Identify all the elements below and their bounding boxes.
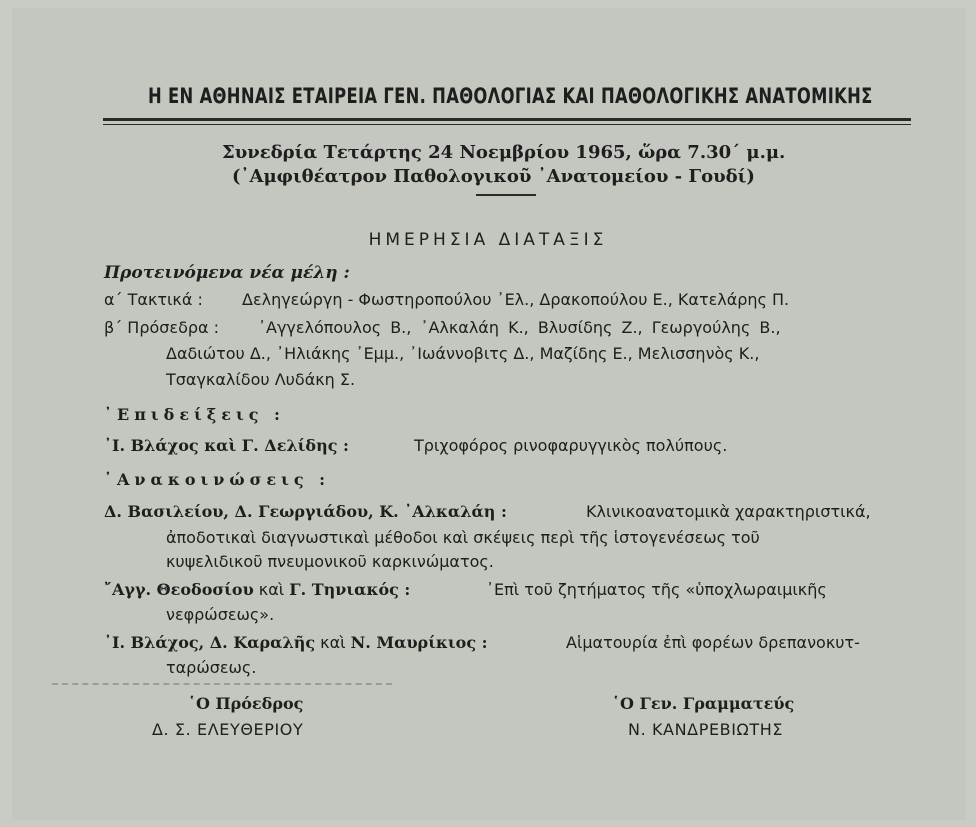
announcement-1-title-1: Κλινικοανατομικὰ χαρακτηριστικά, <box>586 502 871 521</box>
announcement-3-author-2: Ν. Μαυρίκιος : <box>350 633 488 652</box>
demonstration-authors: ᾿Ι. Βλάχος καὶ Γ. Δελίδης : <box>104 436 349 455</box>
announcement-2-title-1: ᾿Επὶ τοῦ ζητήματος τῆς «ὑποχλωραιμικῆς <box>486 580 827 599</box>
regular-names: Δεληγεώργη - Φωστηροπούλου ᾿Ελ., Δρακοπούλου Ε., Κατελάρης Π. <box>242 290 790 309</box>
associate-names-1: ᾿Αγγελόπουλος Β., ᾿Αλκαλάη Κ., Βλυσίδης Ζ., Γεωργούλης Β., <box>258 318 781 337</box>
announcement-3-and: καὶ <box>320 633 346 652</box>
announcement-1-title-3: κυψελιδικοῦ πνευμονικοῦ καρκινώματος. <box>166 552 494 571</box>
announcement-2-and: καὶ <box>258 580 285 599</box>
president-name: Δ. Σ. ΕΛΕΥΘΕΡΙΟΥ <box>152 720 304 739</box>
venue-underline <box>476 194 536 196</box>
announcement-3-title-2: ταρώσεως. <box>166 658 257 677</box>
associate-names-2: Δαδιώτου Δ., ᾿Ηλιάκης ᾿Εμμ., ᾿Ιωάννοβιτς Δ., Μαζίδης Ε., Μελισσηνὸς Κ., <box>166 344 760 363</box>
secretary-name: Ν. ΚΑΝΔΡΕΒΙΩΤΗΣ <box>628 720 784 739</box>
associate-label: β΄ Πρόσεδρα : <box>104 318 220 337</box>
announcement-2-title-2: νεφρώσεως». <box>166 605 275 624</box>
president-title: ῾Ο Πρόεδρος <box>188 694 304 713</box>
announcements-heading: ᾿Ανακοινώσεις : <box>104 470 331 489</box>
session-date: Συνεδρία Τετάρτης 24 Νοεμβρίου 1965, ὥρα 7.30΄ μ.μ. <box>222 142 786 163</box>
announcement-2-authors <box>104 580 410 599</box>
agenda-title: ΗΜΕΡΗΣΙΑ ΔΙΑΤΑΞΙΣ <box>368 230 608 250</box>
announcement-3-author-1: ᾿Ι. Βλάχος, Δ. Καραλῆς <box>104 633 316 652</box>
announcement-2-author-1: ῎Αγγ. Θεοδοσίου <box>104 580 254 599</box>
secretary-title: ῾Ο Γεν. Γραμματεύς <box>612 694 795 713</box>
associate-names-3: Τσαγκαλίδου Λυδάκη Σ. <box>166 370 356 389</box>
announcement-1-title-2: ἀποδοτικαὶ διαγνωστικαὶ μέθοδοι καὶ σκέψεις περὶ τῆς ἱστογενέσεως τοῦ <box>166 528 760 547</box>
demonstration-title: Τριχοφόρος ρινοφαρυγγικὸς πολύπους. <box>414 436 728 455</box>
announcement-1-authors: Δ. Βασιλείου, Δ. Γεωργιάδου, Κ. ᾿Αλκαλάη : <box>104 502 507 521</box>
announcement-3-authors <box>104 633 488 652</box>
announcement-2-author-2: Γ. Τηνιακός : <box>289 580 411 599</box>
dashed-divider <box>52 683 392 685</box>
header-rule-thick <box>103 118 911 121</box>
session-venue: (᾿Αμφιθέατρον Παθολογικοῦ ᾿Ανατομείου - Γουδί) <box>232 166 755 187</box>
regular-label: α΄ Τακτικά : <box>104 290 203 309</box>
header-rule-thin <box>103 124 911 125</box>
members-heading: Προτεινόμενα νέα μέλη : <box>104 263 350 283</box>
society-title: Η ΕΝ ΑΘΗΝΑΙΣ ΕΤΑΙΡΕΙΑ ΓΕΝ. ΠΑΘΟΛΟΓΙΑΣ ΚΑΙ ΠΑΘΟΛΟΓΙΚΗΣ ΑΝΑΤΟΜΙΚΗΣ <box>148 84 873 108</box>
demonstrations-heading: ᾿Επιδείξεις : <box>104 405 285 424</box>
announcement-3-title-1: Αἱματουρία ἐπὶ φορέων δρεπανοκυτ- <box>566 633 860 652</box>
